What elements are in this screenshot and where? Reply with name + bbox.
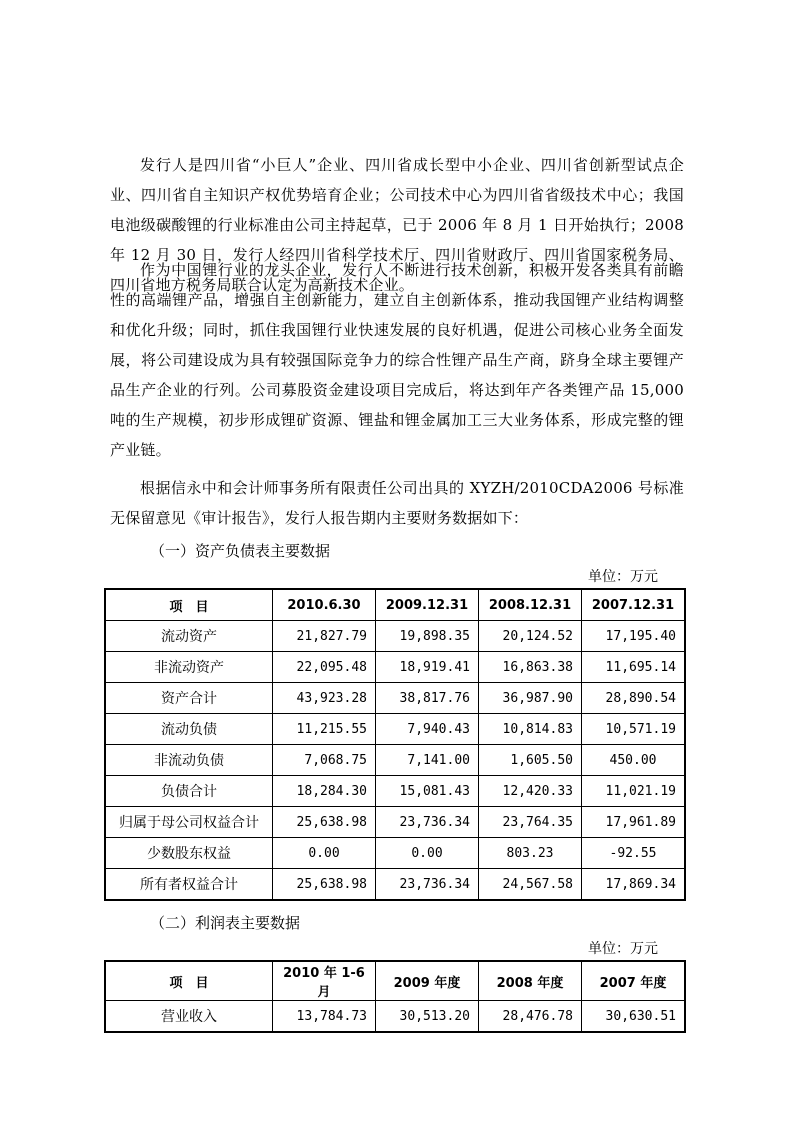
header-cell: 2010.6.30	[273, 589, 376, 621]
table-row	[105, 652, 685, 683]
header-cell: 2009 年度	[376, 961, 479, 1001]
table-cell: 0.00	[376, 838, 479, 869]
header-cell: 2007.12.31	[582, 589, 686, 621]
row-label: 非流动负债	[105, 745, 273, 776]
table-cell: 25,638.98	[273, 869, 376, 901]
table-row	[105, 621, 685, 652]
table-cell: 17,195.40	[582, 621, 686, 652]
table-header-row	[105, 961, 685, 1001]
table-cell: 0.00	[273, 838, 376, 869]
table-row	[105, 776, 685, 807]
table-cell: 23,736.34	[376, 807, 479, 838]
table-cell: 16,863.38	[479, 652, 582, 683]
table-cell: 22,095.48	[273, 652, 376, 683]
table-row	[105, 745, 685, 776]
row-label: 流动资产	[105, 621, 273, 652]
table-row	[105, 714, 685, 745]
table-cell: 25,638.98	[273, 807, 376, 838]
table-cell: 13,784.73	[273, 1001, 376, 1033]
table-cell: 20,124.52	[479, 621, 582, 652]
row-label: 非流动资产	[105, 652, 273, 683]
row-label: 营业收入	[105, 1001, 273, 1033]
header-cell: 2007 年度	[582, 961, 686, 1001]
row-label: 资产合计	[105, 683, 273, 714]
header-cell: 项 目	[105, 961, 273, 1001]
table-cell: 43,923.28	[273, 683, 376, 714]
table-cell: 15,081.43	[376, 776, 479, 807]
income-statement-title: （二）利润表主要数据	[150, 914, 301, 932]
table-cell: 36,987.90	[479, 683, 582, 714]
table-cell: 7,068.75	[273, 745, 376, 776]
table-cell: 23,764.35	[479, 807, 582, 838]
paragraph-2: 作为中国锂行业的龙头企业，发行人不断进行技术创新，积极开发各类具有前瞻性的高端锂产品，增强自主创新能力，建立自主创新体系，推动我国锂产业结构调整和优化升级；同时，抓住我国锂行业快速发展的良好机遇，促进公司核心业务全面发展，将公司建设成为具有较强国际竞争力的综合性锂产品生产商，跻身全球主要锂产品生产企业的行列。公司募股资金建设项目完成后，将达到年产各类锂产品 15,000 吨的生产规模，初步形成锂矿资源、锂盐和锂金属加工三大业务体系，形成完整的锂产业链。	[110, 261, 684, 459]
balance-sheet-unit: 单位：万元	[588, 569, 658, 585]
balance-sheet-title: （一）资产负债表主要数据	[150, 542, 331, 560]
balance-sheet-table	[104, 588, 686, 901]
table-cell: -92.55	[582, 838, 686, 869]
table-cell: 7,141.00	[376, 745, 479, 776]
table-cell: 30,630.51	[582, 1001, 686, 1033]
header-cell: 2008.12.31	[479, 589, 582, 621]
table-cell: 803.23	[479, 838, 582, 869]
table-cell: 1,605.50	[479, 745, 582, 776]
header-cell: 2010 年 1-6 月	[273, 961, 376, 1001]
table-cell: 24,567.58	[479, 869, 582, 901]
row-label: 归属于母公司权益合计	[105, 807, 273, 838]
table-cell: 11,695.14	[582, 652, 686, 683]
table-cell: 23,736.34	[376, 869, 479, 901]
table-row	[105, 869, 685, 901]
header-cell: 2009.12.31	[376, 589, 479, 621]
table-row	[105, 838, 685, 869]
table-row	[105, 1001, 685, 1033]
table-cell: 19,898.35	[376, 621, 479, 652]
table-cell: 18,919.41	[376, 652, 479, 683]
table-cell: 10,571.19	[582, 714, 686, 745]
table-cell: 7,940.43	[376, 714, 479, 745]
table-cell: 18,284.30	[273, 776, 376, 807]
table-cell: 11,215.55	[273, 714, 376, 745]
table-cell: 38,817.76	[376, 683, 479, 714]
table-header-row	[105, 589, 685, 621]
header-cell: 2008 年度	[479, 961, 582, 1001]
table-cell: 11,021.19	[582, 776, 686, 807]
table-cell: 28,890.54	[582, 683, 686, 714]
table-cell: 21,827.79	[273, 621, 376, 652]
table-cell: 17,869.34	[582, 869, 686, 901]
table-cell: 12,420.33	[479, 776, 582, 807]
table-cell: 450.00	[582, 745, 686, 776]
paragraph-1: 发行人是四川省“小巨人”企业、四川省成长型中小企业、四川省创新型试点企业、四川省自主知识产权优势培育企业；公司技术中心为四川省省级技术中心；我国电池级碳酸锂的行业标准由公司主持起草，已于 2006 年 8 月 1 日开始执行；2008 年 12 月 30 日，发行人经四川省科学技术厅、四川省财政厅、四川省国家税务局、四川省地方税务局联合认定为高新技术企业。	[110, 156, 684, 294]
table-row	[105, 683, 685, 714]
row-label: 负债合计	[105, 776, 273, 807]
row-label: 流动负债	[105, 714, 273, 745]
table-cell: 28,476.78	[479, 1001, 582, 1033]
table-row	[105, 807, 685, 838]
income-statement-table	[104, 960, 686, 1033]
table-cell: 30,513.20	[376, 1001, 479, 1033]
income-statement-unit: 单位：万元	[588, 941, 658, 957]
header-cell: 项 目	[105, 589, 273, 621]
table-cell: 10,814.83	[479, 714, 582, 745]
table-cell: 17,961.89	[582, 807, 686, 838]
paragraph-3: 根据信永中和会计师事务所有限责任公司出具的 XYZH/2010CDA2006 号标准无保留意见《审计报告》，发行人报告期内主要财务数据如下：	[110, 479, 684, 527]
row-label: 所有者权益合计	[105, 869, 273, 901]
row-label: 少数股东权益	[105, 838, 273, 869]
